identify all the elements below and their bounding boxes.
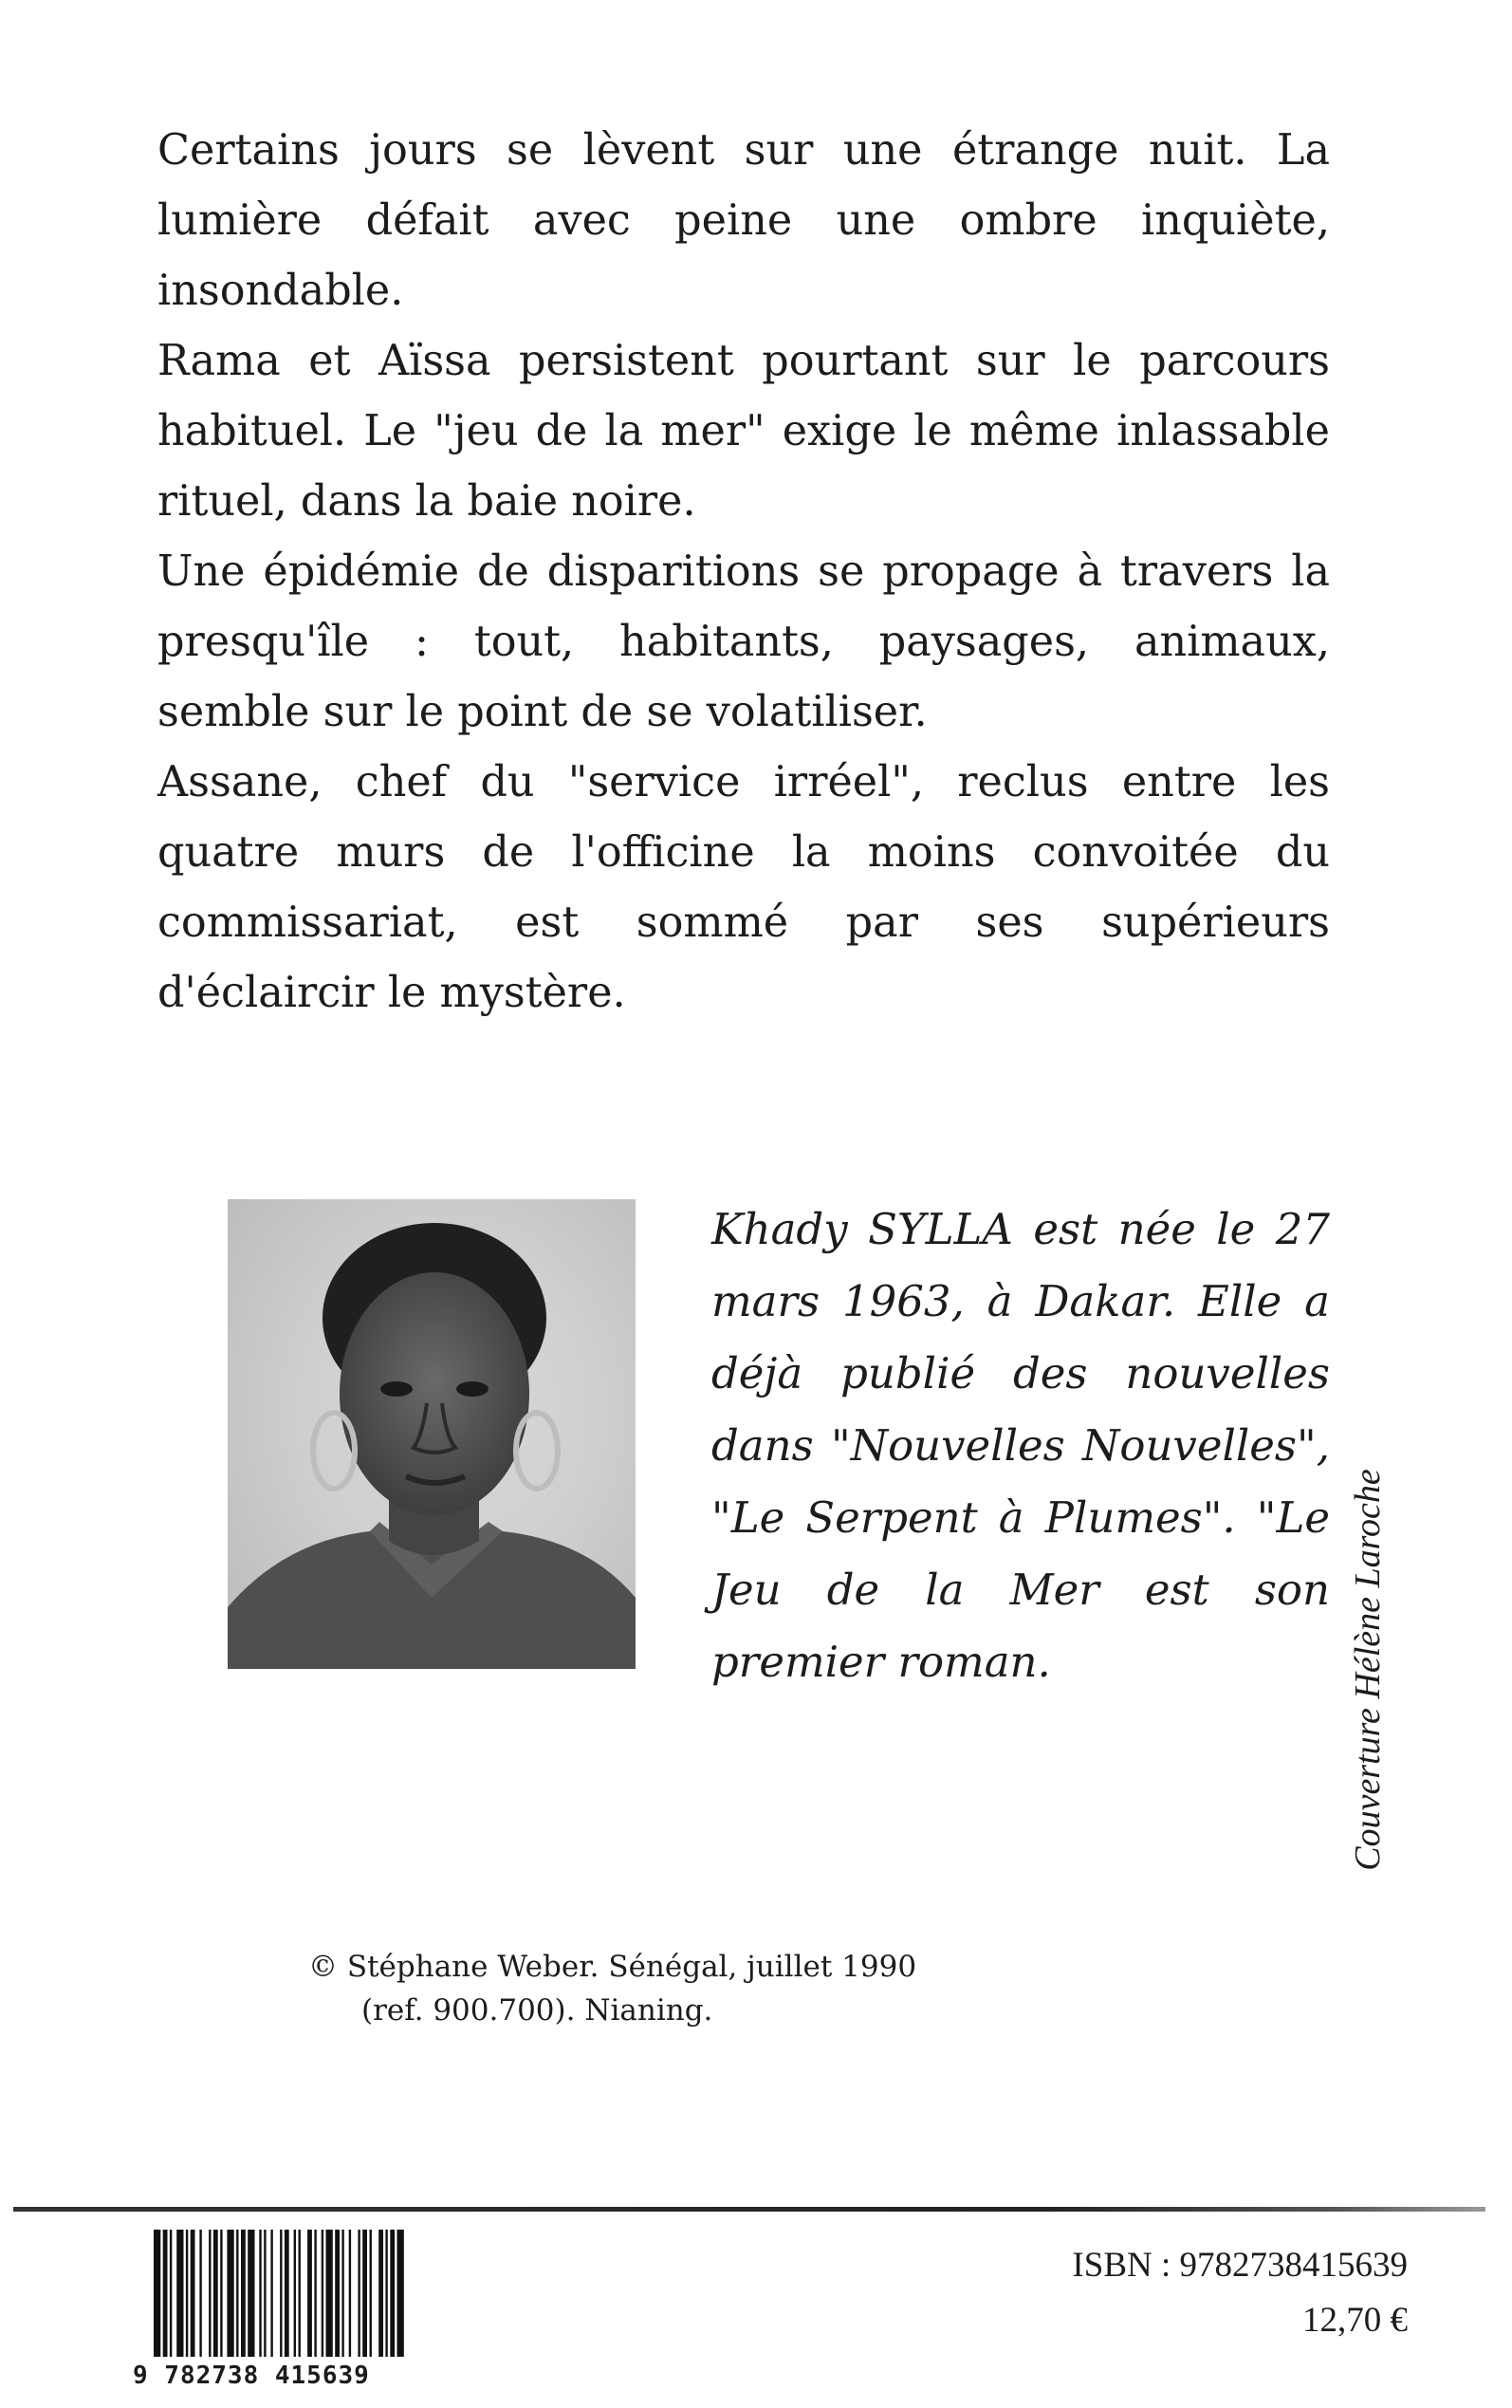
blurb-paragraph: Une épidémie de disparitions se propage à travers la presqu'île : tout, habitants, paysages, animaux, semble sur le point de se volatiliser. <box>157 547 1330 736</box>
author-portrait-photo <box>228 1199 636 1669</box>
author-portrait-illustration <box>228 1199 636 1669</box>
photo-credit-line: © Stéphane Weber. Sénégal, juillet 1990 <box>308 1950 917 1984</box>
price-label: 12,70 € <box>1302 2301 1408 2340</box>
back-cover-blurb <box>157 116 1330 1028</box>
author-bio-text: Khady SYLLA est née le 27 mars 1963, à Dakar. Elle a déjà publié des nouvelles dans "Nouvelles Nouvelles", "Le Serpent à Plumes". "Le Jeu de la Mer est son premier roman. <box>711 1204 1330 1687</box>
divider-rule <box>13 2207 1485 2212</box>
barcode-digits: 9 782738 415639 <box>133 2357 465 2395</box>
isbn-number: ISBN : 9782738415639 <box>1072 2246 1408 2285</box>
photo-credit <box>308 1945 972 2032</box>
author-bio <box>711 1194 1330 1698</box>
blurb-paragraph: Certains jours se lèvent sur une étrange nuit. La lumière défait avec peine une ombre inquiète, insondable. <box>157 126 1330 315</box>
cover-design-credit: Couverture Hélène Laroche <box>1348 1469 1388 1871</box>
photo-credit-line: (ref. 900.700). Nianing. <box>361 1993 713 2028</box>
blurb-paragraph: Assane, chef du "service irréel", reclus entre les quatre murs de l'officine la moins convoitée du commissariat, est sommé par ses supérieurs d'éclaircir le mystère. <box>157 758 1330 1017</box>
blurb-paragraph: Rama et Aïssa persistent pourtant sur le parcours habituel. Le "jeu de la mer" exige le même inlassable rituel, dans la baie noire. <box>157 337 1330 526</box>
barcode <box>133 2230 465 2397</box>
